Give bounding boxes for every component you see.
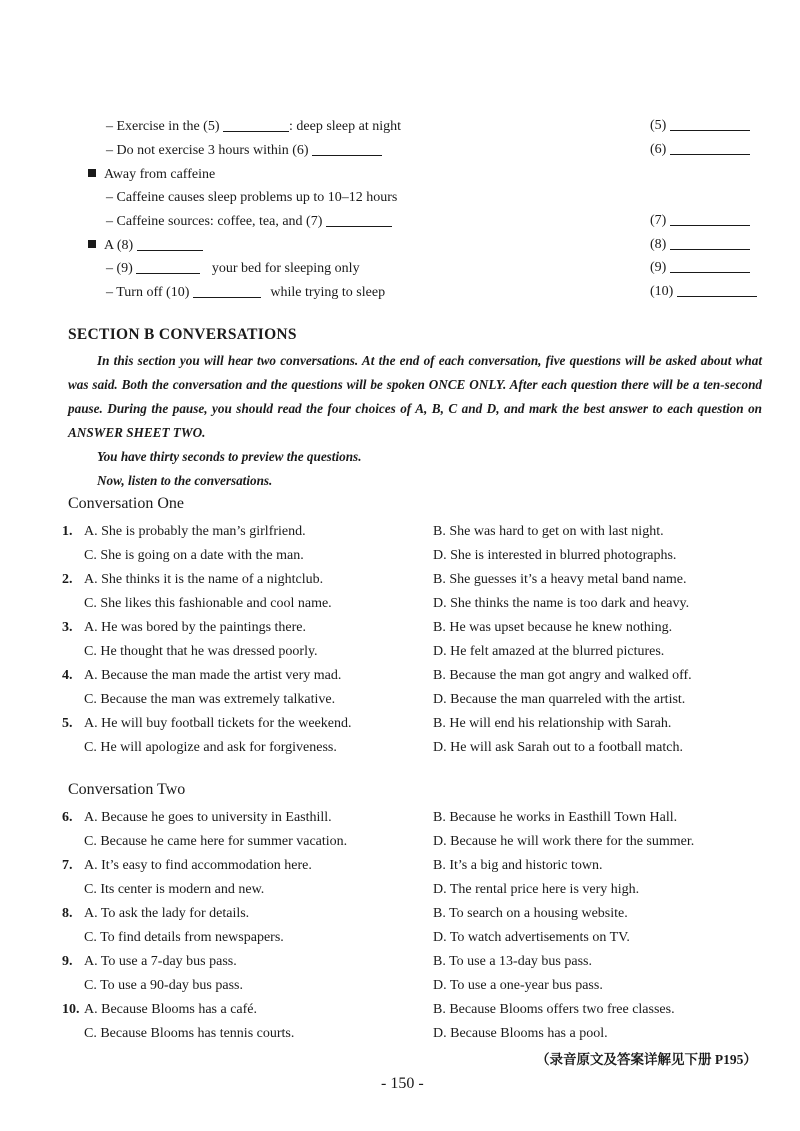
square-bullet-icon [88, 169, 96, 177]
answer-blank[interactable] [670, 142, 750, 155]
option-b[interactable]: B. She was hard to get on with last night. [433, 524, 664, 539]
outline-text: Away from caffeine [104, 167, 216, 182]
option-d[interactable]: D. She thinks the name is too dark and heavy. [433, 596, 690, 611]
conversation-two-title: Conversation Two [68, 781, 186, 798]
option-d[interactable]: D. Because the man quarreled with the artist. [433, 692, 686, 707]
option-b[interactable]: B. It’s a big and historic town. [433, 858, 603, 873]
blank-10-inline [193, 285, 261, 298]
option-a[interactable]: A. Because the man made the artist very mad. [84, 668, 342, 683]
outline-line-7 [106, 213, 392, 231]
answer-blank[interactable] [670, 213, 750, 226]
outline-text: – Exercise in the (5) [106, 119, 220, 134]
option-a[interactable]: A. To use a 7-day bus pass. [84, 954, 237, 969]
option-a[interactable]: A. He was bored by the paintings there. [84, 620, 306, 635]
option-d[interactable]: D. To use a one-year bus pass. [433, 978, 603, 993]
outline-heading-caffeine [88, 166, 215, 184]
outline-text: : deep sleep at night [289, 119, 401, 134]
option-d[interactable]: D. He will ask Sarah out to a football match. [433, 740, 683, 755]
option-b[interactable]: B. Because Blooms offers two free classes. [433, 1002, 675, 1017]
outline-text: – Caffeine causes sleep problems up to 10–12 hours [106, 190, 398, 205]
option-c[interactable]: C. Because he came here for summer vacation. [84, 834, 348, 849]
page-number: - 150 - [381, 1075, 424, 1092]
section-instructions: In this section you will hear two conversations. At the end of each conversation, five questions will be asked about what was said. Both the conversation and the questions will be spoken ONCE ONLY. After each question there will be a ten-second pause. During the pause, you should read the four choices of A, B, C and D, and mark the best answer to each question on ANSWER SHEET TWO. [68, 353, 762, 440]
option-d[interactable]: D. She is interested in blurred photographs. [433, 548, 677, 563]
question-number: 4. [62, 668, 73, 683]
option-a[interactable]: A. Because he goes to university in Easthill. [84, 810, 332, 825]
option-c[interactable]: C. He will apologize and ask for forgiveness. [84, 740, 337, 755]
answer-slot-6 [650, 142, 750, 158]
option-a[interactable]: A. She is probably the man’s girlfriend. [84, 524, 306, 539]
answer-slot-9 [650, 260, 750, 276]
outline-text: – (9) [106, 261, 133, 276]
answer-label: (8) [650, 237, 667, 252]
question-number: 9. [62, 954, 73, 969]
outline-text: your bed for sleeping only [211, 261, 360, 276]
outline-text: A (8) [104, 238, 134, 253]
answer-blank[interactable] [670, 260, 750, 273]
answer-label: (9) [650, 260, 667, 275]
answer-slot-5 [650, 118, 750, 134]
question-number: 1. [62, 524, 73, 539]
answer-label: (10) [650, 284, 674, 299]
option-a[interactable]: A. To ask the lady for details. [84, 906, 250, 921]
answer-blank[interactable] [677, 284, 757, 297]
option-a[interactable]: A. He will buy football tickets for the weekend. [84, 716, 352, 731]
blank-8-inline [137, 238, 203, 251]
option-d[interactable]: D. Because Blooms has a pool. [433, 1026, 608, 1041]
option-c[interactable]: C. Its center is modern and new. [84, 882, 265, 897]
option-b[interactable]: B. To search on a housing website. [433, 906, 628, 921]
option-a[interactable]: A. Because Blooms has a café. [84, 1002, 257, 1017]
outline-line-5 [106, 118, 401, 136]
option-b[interactable]: B. He was upset because he knew nothing. [433, 620, 673, 635]
question-number: 6. [62, 810, 73, 825]
option-c[interactable]: C. To find details from newspapers. [84, 930, 284, 945]
question-number: 10. [62, 1002, 80, 1017]
answer-slot-10 [650, 284, 757, 300]
option-b[interactable]: B. To use a 13-day bus pass. [433, 954, 592, 969]
outline-line-10 [106, 284, 385, 302]
answer-blank[interactable] [670, 118, 750, 131]
blank-6-inline [312, 143, 382, 156]
option-a[interactable]: A. It’s easy to find accommodation here. [84, 858, 312, 873]
option-c[interactable]: C. To use a 90-day bus pass. [84, 978, 243, 993]
option-c[interactable]: C. She likes this fashionable and cool name. [84, 596, 332, 611]
outline-text: – Turn off (10) [106, 285, 190, 300]
outline-text: – Caffeine sources: coffee, tea, and (7) [106, 214, 323, 229]
question-number: 7. [62, 858, 73, 873]
answer-label: (7) [650, 213, 667, 228]
option-b[interactable]: B. Because the man got angry and walked off. [433, 668, 692, 683]
blank-9-inline [136, 261, 200, 274]
outline-line-6 [106, 142, 382, 160]
option-b[interactable]: B. He will end his relationship with Sarah. [433, 716, 672, 731]
answer-reference-note: （录音原文及答案详解见下册 P195） [536, 1052, 757, 1067]
outline-text: while trying to sleep [270, 285, 386, 300]
option-d[interactable]: D. The rental price here is very high. [433, 882, 640, 897]
question-number: 5. [62, 716, 73, 731]
option-d[interactable]: D. He felt amazed at the blurred pictures. [433, 644, 665, 659]
outline-line-9 [106, 260, 360, 278]
answer-slot-7 [650, 213, 750, 229]
answer-label: (6) [650, 142, 667, 157]
conversation-one-title: Conversation One [68, 495, 184, 512]
answer-slot-8 [650, 237, 750, 253]
blank-7-inline [326, 214, 392, 227]
question-number: 2. [62, 572, 73, 587]
option-a[interactable]: A. She thinks it is the name of a nightclub. [84, 572, 324, 587]
option-d[interactable]: D. Because he will work there for the summer. [433, 834, 695, 849]
preview-instruction: You have thirty seconds to preview the questions. [97, 449, 362, 464]
option-c[interactable]: C. Because the man was extremely talkative. [84, 692, 336, 707]
option-b[interactable]: B. She guesses it’s a heavy metal band name. [433, 572, 687, 587]
answer-blank[interactable] [670, 237, 750, 250]
option-d[interactable]: D. To watch advertisements on TV. [433, 930, 630, 945]
square-bullet-icon [88, 240, 96, 248]
section-title: SECTION B CONVERSATIONS [68, 326, 297, 343]
outline-line-caffeine-effect [106, 189, 397, 207]
outline-text: – Do not exercise 3 hours within (6) [106, 143, 309, 158]
listen-instruction: Now, listen to the conversations. [97, 473, 273, 488]
question-number: 8. [62, 906, 73, 921]
blank-5-inline [223, 119, 289, 132]
question-number: 3. [62, 620, 73, 635]
outline-line-8 [88, 237, 203, 255]
option-c[interactable]: C. She is going on a date with the man. [84, 548, 304, 563]
option-c[interactable]: C. Because Blooms has tennis courts. [84, 1026, 295, 1041]
answer-label: (5) [650, 118, 667, 133]
option-b[interactable]: B. Because he works in Easthill Town Hall. [433, 810, 678, 825]
option-c[interactable]: C. He thought that he was dressed poorly. [84, 644, 318, 659]
